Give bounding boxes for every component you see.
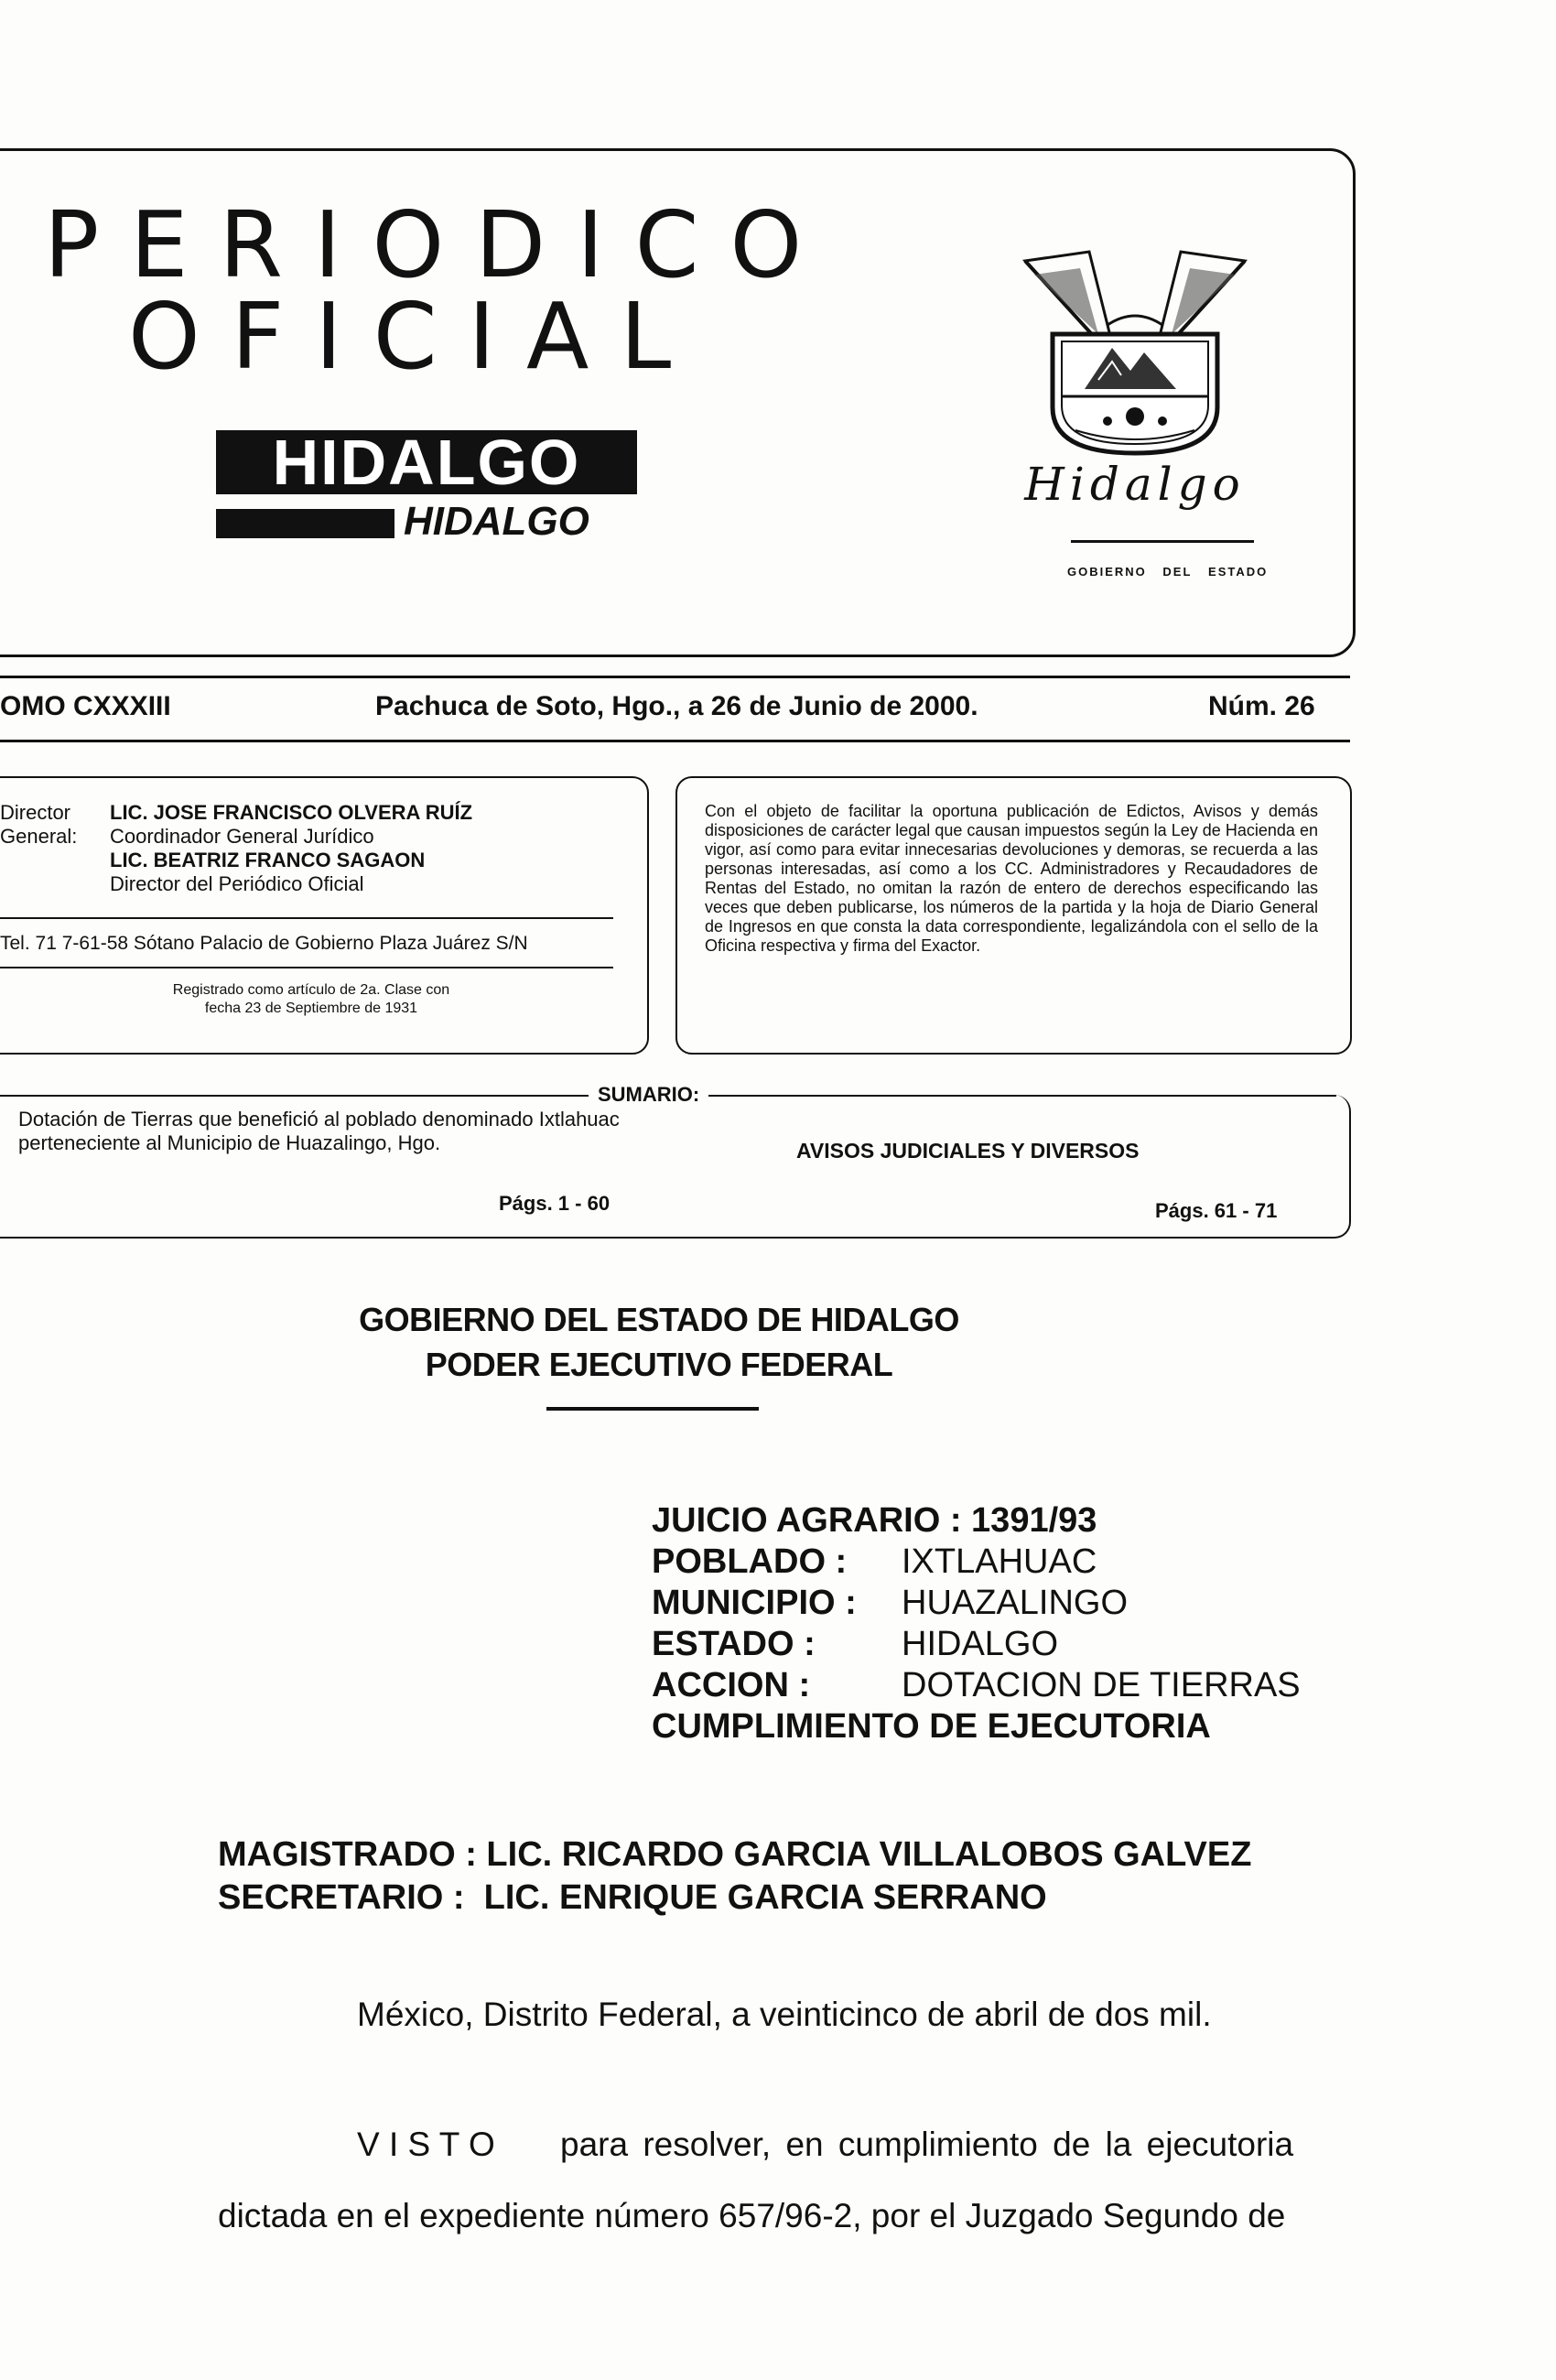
case-accion-label: ACCION :	[652, 1666, 811, 1704]
issue-place-date: Pachuca de Soto, Hgo., a 26 de Junio de 2000.	[375, 691, 978, 721]
header-underline	[546, 1407, 759, 1411]
case-municipio-value: HUAZALINGO	[902, 1584, 1129, 1622]
header-line-2: PODER EJECUTIVO FEDERAL	[425, 1346, 893, 1383]
secretario-line: SECRETARIO : LIC. ENRIQUE GARCIA SERRANO	[218, 1878, 1047, 1917]
hidalgo-logo-main: HIDALGO	[216, 430, 637, 494]
staff-rule-2	[0, 967, 613, 968]
case-accion-value: DOTACION DE TIERRAS	[902, 1666, 1301, 1704]
case-estado-value: HIDALGO	[902, 1625, 1059, 1663]
seal-script-hidalgo: Hidalgo	[1024, 458, 1246, 511]
director-role: Coordinador General Jurídico	[110, 825, 374, 848]
case-poblado-value: IXTLAHUAC	[902, 1542, 1097, 1581]
sumario-right-pages: Págs. 61 - 71	[1155, 1199, 1278, 1222]
notice-text: Con el objeto de facilitar la oportuna publicación de Edictos, Avisos y demás disposiciones de carácter legal que causan impuestos según la Ley de Hacienda en vigor, así como para evitar innecesarias devoluciones y demoras, se recuerda a las personas interesadas, así como a los CC. Administradores y Recaudadores de Rentas del Estado, no omitan la razón de entero de derechos especificando las veces que deben publicarse, los números de la partida y la hoja de Diario General de Ingresos en que consta la data correspondiente, legalizándola con el sello de la Oficina respectiva y firma del Exactor.	[705, 802, 1318, 955]
sumario-left-text: Dotación de Tierras que benefició al poblado denominado Ixtlahuac perteneciente al Municipio de Huazalingo, Hgo.	[18, 1108, 620, 1154]
director-name: LIC. JOSE FRANCISCO OLVERA RUÍZ	[110, 801, 473, 824]
issue-rule-bottom	[0, 740, 1350, 742]
case-juicio: JUICIO AGRARIO : 1391/93	[652, 1501, 1097, 1540]
staff-label-director: Director	[0, 801, 71, 824]
issue-number: Núm. 26	[1208, 691, 1315, 721]
hidalgo-logo-sub: HIDALGO	[404, 499, 589, 544]
director-po-name: LIC. BEATRIZ FRANCO SAGAON	[110, 849, 426, 871]
title-oficial: OFICIAL	[128, 283, 703, 390]
issue-rule-top	[0, 676, 1350, 678]
sumario-left-pages: Págs. 1 - 60	[499, 1192, 611, 1215]
seal-caption-word: DEL	[1162, 565, 1193, 579]
seal-rule	[1071, 540, 1254, 543]
visto-rest: para resolver, en cumplimiento de la ejecutoria	[560, 2126, 1294, 2163]
sumario-label: SUMARIO:	[589, 1083, 708, 1107]
phone-address: Tel. 71 7-61-58 Sótano Palacio de Gobierno Plaza Juárez S/N	[0, 933, 528, 954]
case-cumplimiento: CUMPLIMIENTO DE EJECUTORIA	[652, 1707, 1211, 1746]
registration-line-1: Registrado como artículo de 2a. Clase con	[172, 982, 450, 998]
case-poblado-label: POBLADO :	[652, 1542, 848, 1581]
staff-label-general: General:	[0, 825, 78, 848]
date-line: México, Distrito Federal, a veinticinco de abril de dos mil.	[357, 1996, 1212, 2033]
magistrado-line: MAGISTRADO : LIC. RICARDO GARCIA VILLALOBOS GALVEZ	[218, 1835, 1252, 1874]
hidalgo-logo-bar	[216, 509, 394, 538]
director-po-role: Director del Periódico Oficial	[110, 872, 364, 895]
sumario-right-text: AVISOS JUDICIALES Y DIVERSOS	[796, 1139, 1140, 1163]
seal-caption-word: GOBIERNO	[1067, 565, 1147, 579]
registration-line-2: fecha 23 de Septiembre de 1931	[204, 1001, 418, 1016]
hidalgo-logo	[216, 427, 637, 544]
visto-word: V I S T O	[357, 2126, 495, 2163]
case-municipio-label: MUNICIPIO :	[652, 1584, 857, 1622]
seal-caption-word: ESTADO	[1208, 565, 1269, 579]
seal-caption	[1062, 565, 1269, 579]
staff-rule-1	[0, 917, 613, 919]
case-estado-label: ESTADO :	[652, 1625, 816, 1663]
header-line-1: GOBIERNO DEL ESTADO DE HIDALGO	[359, 1301, 959, 1338]
body-line-2: dictada en el expediente número 657/96-2, por el Juzgado Segundo de	[218, 2197, 1286, 2234]
issue-tomo: OMO CXXXIII	[0, 691, 171, 721]
title-periodico: PERIODICO	[44, 191, 834, 298]
